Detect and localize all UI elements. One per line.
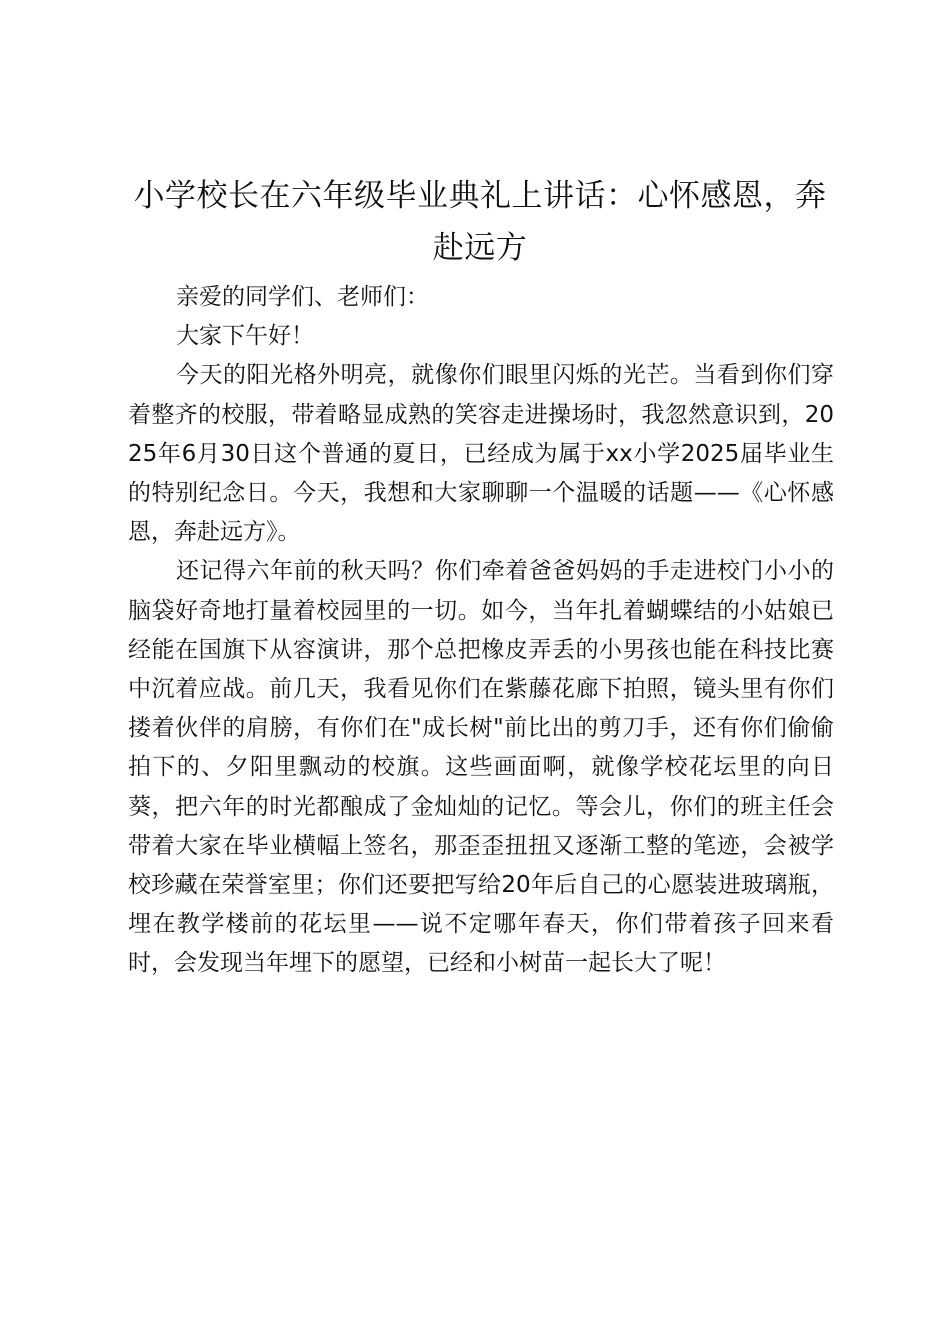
greeting: 大家下午好！ [176, 323, 314, 350]
document-title: 小学校长在六年级毕业典礼上讲话：心怀感恩，奔赴远方 [133, 178, 827, 266]
paragraph-memories: 还记得六年前的秋天吗？你们牵着爸爸妈妈的手走进校门小小的脑袋好奇地打量着校园里的一切。如今，当年扎着蝴蝶结的小姑娘已经能在国旗下从容演讲，那个总把橡皮弄丢的小男孩也能在科技比赛中沉着应战。前几天，我看见你们在紫藤花廊下拍照，镜头里有你们搂着伙伴的肩膀，有你们在"成长树"前比出的剪刀手，还有你们偷偷拍下的、夕阳里飘动的校旗。这些画面啊，就像学校花坛里的向日葵，把六年的时光都酿成了金灿灿的记忆。等会儿，你们的班主任会带着大家在毕业横幅上签名，那歪歪扭扭又逐渐工整的笔迹，会被学校珍藏在荣誉室里；你们还要把写给20年后自己的心愿装进玻璃瓶，埋在教学楼前的花坛里——说不定哪年春天，你们带着孩子回来看时，会发现当年埋下的愿望，已经和小树苗一起长大了呢！ [128, 558, 834, 977]
document-body [128, 278, 834, 984]
paragraph-intro: 今天的阳光格外明亮，就像你们眼里闪烁的光芒。当看到你们穿着整齐的校服，带着略显成熟的笑容走进操场时，我忽然意识到，2025年6月30日这个普通的夏日，已经成为属于xx小学2025届毕业生的特别纪念日。今天，我想和大家聊聊一个温暖的话题——《心怀感恩，奔赴远方》。 [128, 362, 834, 546]
salutation: 亲爱的同学们、老师们： [176, 284, 429, 310]
